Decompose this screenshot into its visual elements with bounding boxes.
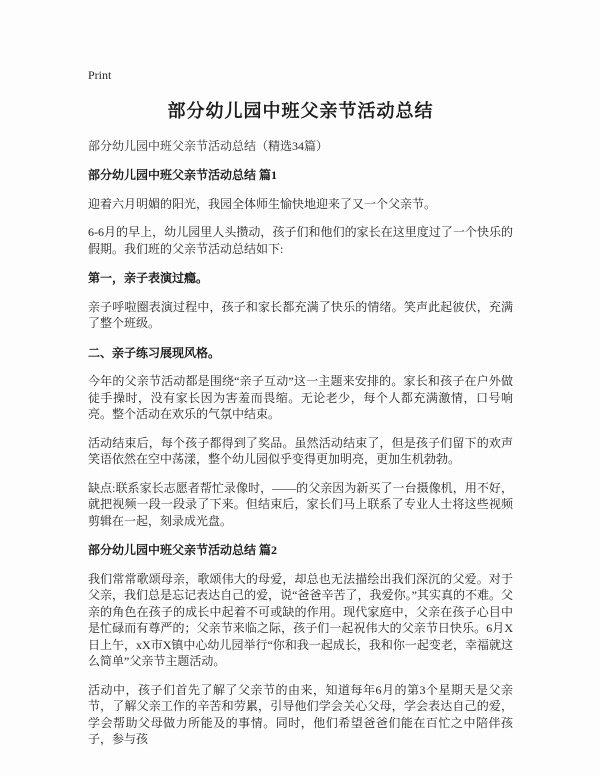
paragraph: 6-6月的早上，幼儿园里人头攒动，孩子们和他们的家长在这里度过了一个快乐的假期。我们班的父亲节活动总结如下: [88, 225, 513, 256]
paragraph-truncated: 活动中，孩子们首先了解了父亲节的由来，知道每年6月的第3个星期天是父亲节，了解父亲工作的辛苦和劳累，引导他们学会关心父母，学会表达自己的爱，学会帮助父母做力所能及的事情。同时，他们希望爸爸们能在百忙之中陪伴孩子，参与孩 [88, 682, 513, 746]
subsection-heading-first: 第一，亲子表演过瘾。 [88, 271, 209, 285]
document-title: 部分幼儿园中班父亲节活动总结 [167, 101, 434, 121]
document-subtitle: 部分幼儿园中班父亲节活动总结（精选34篇） [88, 139, 329, 153]
document-body [88, 138, 513, 748]
section-heading-part1: 部分幼儿园中班父亲节活动总结 篇1 [88, 168, 278, 182]
print-link[interactable]: Print [88, 68, 112, 82]
section-heading-part2: 部分幼儿园中班父亲节活动总结 篇2 [88, 543, 278, 557]
paragraph: 亲子呼啦圈表演过程中，孩子和家长都充满了快乐的情绪。笑声此起彼伏，充满了整个班级。 [88, 299, 513, 330]
paragraph: 活动结束后，每个孩子都得到了奖品。虽然活动结束了，但是孩子们留下的欢声笑语依然在空中荡漾，整个幼儿园似乎变得更加明亮，更加生机勃勃。 [88, 435, 513, 466]
paragraph: 我们常常歌颂母亲，歌颂伟大的母爱，却总也无法描绘出我们深沉的父爱。对于父亲，我们总是忘记表达自己的爱，说“爸爸辛苦了，我爱你。”其实真的不难。父亲的角色在孩子的成长中起着不可或缺的作用。现代家庭中，父亲在孩子心目中是忙碌而有尊严的；父亲节来临之际，孩子们一起祝伟大的父亲节日快乐。6月X日上午，xX市X镇中心幼儿园举行“你和我一起成长，我和你一起变老，幸福就这么简单”父亲节主题活动。 [88, 571, 513, 668]
paragraph: 今年的父亲节活动都是围绕“亲子互动”这一主题来安排的。家长和孩子在户外做徒手操时，没有家长因为害羞而畏缩。无论老少，每个人都充满激情，口号响亮。整个活动在欢乐的气氛中结束。 [88, 374, 513, 421]
paragraph: 迎着六月明媚的阳光，我园全体师生愉快地迎来了又一个父亲节。 [88, 196, 437, 211]
paragraph: 缺点:联系家长志愿者帮忙录像时，——的父亲因为新买了一台摄像机，用不好，就把视频一段一段录了下来。但结束后，家长们马上联系了专业人士将这些视频剪辑在一起，刻录成光盘。 [88, 480, 513, 528]
subsection-heading-second: 二、亲子练习展现风格。 [88, 345, 221, 360]
